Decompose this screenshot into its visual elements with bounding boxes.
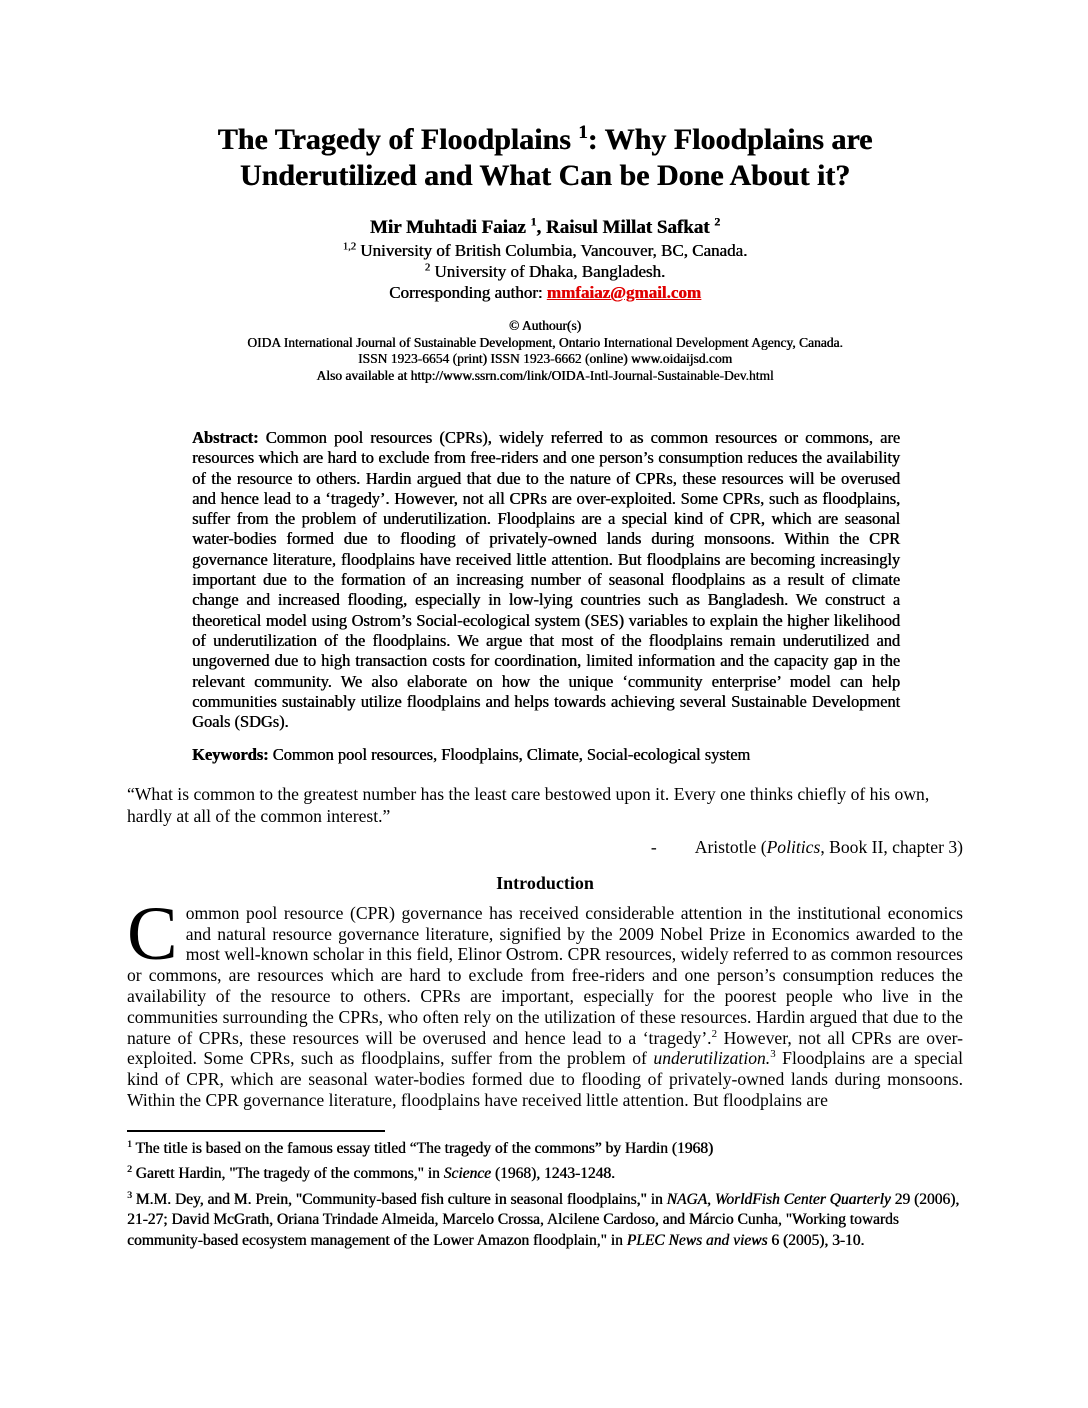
keywords-line [192,745,900,765]
attribution-dash: - [650,836,657,857]
abstract-label: Abstract: [192,428,259,447]
author-1-affil-ref: 1 [530,215,537,229]
attribution-detail: , Book II, chapter 3) [820,836,963,857]
epigraph-attribution [127,837,963,858]
introduction-text-2: However, not all CPRs are over-exploited. Some CPRs, such as floodplains, suffer from the problem of [127,1027,963,1069]
footnote-1 [127,1139,963,1160]
paper-title [127,122,963,194]
keywords-text: Common pool resources, Floodplains, Climate, Social-ecological system [268,745,751,765]
footnote-3-journal-1: NAGA, WorldFish Center Quarterly [666,1190,891,1208]
authors-separator: , [536,217,546,238]
footnotes-section [127,1139,963,1252]
imprint-issn: ISSN 1923-6654 (print) ISSN 1923-6662 (online) www.oidaijsd.com [357,351,733,366]
affiliation-1-text: University of British Columbia, Vancouver, BC, Canada. [355,241,748,260]
footnote-2 [127,1164,963,1185]
imprint-copyright: © Authour(s) [508,318,582,333]
footnote-3-journal-2: PLEC News and views [626,1231,768,1249]
footnote-separator-rule [127,1130,385,1132]
footnote-3-text-end: 6 (2005), 3-10. [767,1231,865,1249]
introduction-italic-term: underutilization. [653,1048,771,1069]
authors-line [127,216,963,240]
epigraph-quote: “What is common to the greatest number has the least care bestowed upon it. Every one thinks chiefly of his own, hardly at all of the common interest.” [127,783,930,827]
paper-title-line1-post: : Why Floodplains are [587,123,873,156]
journal-imprint [127,318,963,384]
footnote-2-text-post: (1968), 1243-1248. [490,1165,615,1183]
footnote-3 [127,1190,963,1252]
introduction-text-3: Floodplains are a special kind of CPR, which are seasonal water-bodies formed due to flooding of privately-owned lands during monsoons. Within the CPR governance literature, floodplains have received little attention. But floodplains are [127,1048,963,1110]
imprint-ssrn-url: Also available at http://www.ssrn.com/link/OIDA-Intl-Journal-Sustainable-Dev.html [316,367,774,383]
title-footnote-ref-1: 1 [578,122,588,143]
footnote-1-number: 1 [127,1138,132,1150]
footnote-2-number: 2 [127,1164,132,1176]
attribution-author: Aristotle ( [694,836,767,857]
footnote-3-text-mid: 29 (2006), 21-27; David McGrath, Oriana Trindade Almeida, Marcelo Crossa, Alcilene Cardoso, and Márcio Cunha, "Working towards community-based ecosystem management of the Lower Amazon floodplain," in [127,1190,960,1249]
abstract-text: Common pool resources (CPRs), widely referred to as common resources or commons, are resources which are hard to exclude from free-riders and one person’s consumption reduces the availability of the resource to others. Hardin argued that due to the nature of CPRs, these resources will be overused and hence lead to a ‘tragedy’. However, not all CPRs are over-exploited. Some CPRs, such as floodplains, suffer from the problem of underutilization. Floodplains are a special kind of CPR, which are seasonal water-bodies formed due to flooding of privately-owned lands during monsoons. Within the CPR governance literature, floodplains have received little attention. But floodplains are becoming increasingly important due to the formation of an increasing number of seasonal floodplains as a result of climate change and increased flooding, especially in low-lying countries such as Bangladesh. We construct a theoretical model using Ostrom’s Social-ecological system (SES) variables to explain the higher likelihood of underutilization of the floodplains. We argue that most of the floodplains remain underutilized and ungoverned due to high transaction costs for coordination, limited information and the capacity gap in the relevant community. We also elaborate on how the unique ‘community enterprise’ model can help communities sustainably utilize floodplains and helps towards achieving several Sustainable Development Goals (SDGs). [192,428,900,732]
affiliation-2-text: University of Dhaka, Bangladesh. [430,262,666,281]
author-1-name: Mir Muhtadi Faiaz [369,217,531,238]
paper-title-line2: Underutilized and What Can be Done About it? [239,159,851,192]
footnote-2-text-pre: Garett Hardin, "The tragedy of the commons," in [131,1165,444,1183]
author-2-name: Raisul Millat Safkat [545,217,715,238]
introduction-text-1: ommon pool resource (CPR) governance has received considerable attention in the institutional economics and natural resource governance literature, signified by the 2009 Nobel Prize in Economics awarded to the most well-known scholar in this field, Elinor Ostrom. CPR resources, widely referred to as common resources or commons, are resources which are hard to exclude from free-riders and one person’s consumption reduces the availability of the resource to others. CPRs are important, especially for the poorest people who live in the communities surrounding the CPRs, who often rely on the utilization of these resources. Hardin argued that due to the nature of CPRs, these resources will be overused and hence lead to a ‘tragedy’. [127,902,963,1048]
keywords-label: Keywords: [192,745,269,765]
abstract-paragraph [192,428,900,732]
paper-title-line1-pre: The Tragedy of Floodplains [217,123,579,156]
affiliation-2 [127,261,963,282]
affiliation-1-ref: 1,2 [342,241,356,253]
footnote-2-journal: Science [443,1165,491,1183]
attribution-work-title: Politics [766,836,821,857]
corresponding-author-line [127,282,963,303]
author-2-affil-ref: 2 [714,215,721,229]
affiliation-2-ref: 2 [424,262,431,274]
section-heading-introduction: Introduction [496,872,594,893]
corresponding-author-email-link[interactable]: mmfaiaz@gmail.com [546,283,701,302]
footnote-3-text-pre: M.M. Dey, and M. Prein, "Community-based fish culture in seasonal floodplains," in [131,1190,667,1208]
imprint-journal-name: OIDA International Journal of Sustainable Development, Ontario International Development Agency, Canada. [247,334,843,350]
introduction-paragraph [127,891,963,1111]
footnote-ref-2: 2 [711,1027,718,1040]
footnote-1-text: The title is based on the famous essay titled “The tragedy of the commons” by Hardin (1968) [131,1139,714,1157]
footnote-ref-3: 3 [770,1048,776,1061]
footnote-3-number: 3 [127,1189,132,1201]
corresponding-author-label: Corresponding author: [389,283,547,302]
affiliation-1 [127,240,963,261]
dropcap-letter: C [127,891,178,976]
